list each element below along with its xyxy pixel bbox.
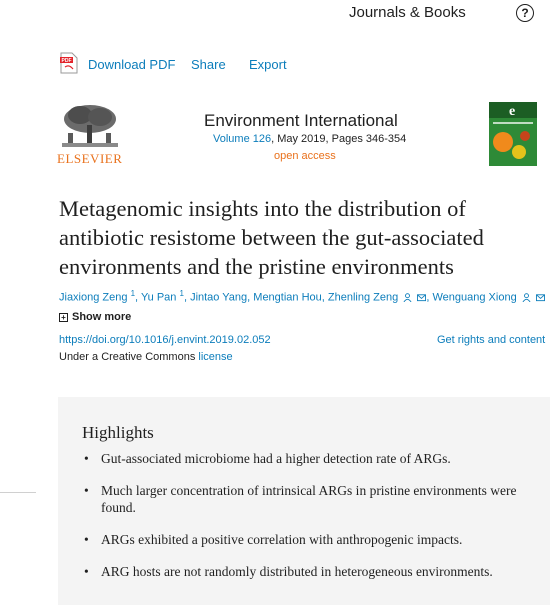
journal-title-link[interactable]: Environment International	[204, 111, 398, 130]
author-link[interactable]: Wenguang Xiong	[432, 291, 517, 304]
bullet: •	[84, 564, 89, 579]
highlight-text: ARG hosts are not randomly distributed in heterogeneous environments.	[101, 564, 493, 579]
highlight-item	[84, 450, 524, 467]
elsevier-wordmark: ELSEVIER	[57, 151, 123, 166]
highlight-text: ARGs exhibited a positive correlation with anthropogenic impacts.	[101, 532, 463, 547]
highlights-heading: Highlights	[82, 423, 154, 442]
show-more-button[interactable]	[59, 311, 131, 323]
person-icon[interactable]	[403, 293, 412, 302]
plus-square-icon: +	[59, 313, 68, 322]
highlight-text: Much larger concentration of intrinsical ARGs in pristine environments were found.	[101, 483, 517, 515]
highlight-item	[84, 482, 524, 516]
open-access-label: open access	[274, 150, 336, 162]
email-icon[interactable]	[417, 293, 426, 302]
download-pdf-button[interactable]: Download PDF	[88, 57, 176, 72]
highlight-text: Gut-associated microbiome had a higher detection rate of ARGs.	[101, 451, 451, 466]
person-icon[interactable]	[522, 293, 531, 302]
author-link[interactable]: Zhenling Zeng	[327, 291, 399, 304]
author-link[interactable]: Mengtian Hou	[253, 291, 322, 304]
journal-cover-thumbnail[interactable]	[489, 102, 537, 166]
export-button[interactable]: Export	[249, 57, 287, 72]
help-icon[interactable]: ?	[516, 4, 534, 22]
author-link[interactable]: Jiaxiong Zeng	[59, 291, 128, 304]
journals-books-link[interactable]: Journals & Books	[349, 4, 466, 21]
cover-art	[489, 102, 537, 166]
bullet: •	[84, 451, 89, 466]
license-prefix: Under a Creative Commons	[59, 351, 199, 363]
license-link[interactable]: license	[198, 351, 233, 363]
author-link[interactable]: Jintao Yang	[190, 291, 248, 304]
get-rights-link[interactable]: Get rights and content	[437, 334, 546, 346]
article-title: Metagenomic insights into the distribution of antibiotic resistome between the gut-associated environments and the pristine environments	[59, 196, 484, 279]
author-affiliation-sup[interactable]: 1	[130, 289, 136, 298]
highlight-item	[84, 531, 524, 548]
share-button[interactable]: Share	[191, 57, 226, 72]
doi-link[interactable]: https://doi.org/10.1016/j.envint.2019.02.052	[59, 334, 271, 346]
highlight-item	[84, 563, 524, 580]
bullet: •	[84, 483, 89, 498]
author-list: Jiaxiong Zeng $^1$, Yu Pan $^1$, Jintao Yang, Mengtian Hou, Zhenling Zeng , Wenguang Xiong	[59, 289, 539, 304]
svg-text:e: e	[509, 104, 516, 119]
email-icon[interactable]	[536, 293, 545, 302]
show-more-label: Show more	[72, 311, 132, 323]
pdf-file-icon[interactable]	[60, 52, 78, 74]
volume-link[interactable]: Volume 126	[213, 133, 272, 145]
volume-date-pages: , May 2019, Pages 346-354	[271, 133, 407, 145]
volume-info	[213, 133, 406, 145]
license-line	[59, 351, 233, 363]
sidebar-divider	[0, 492, 36, 493]
author-link[interactable]: Yu Pan	[140, 291, 177, 304]
svg-text:PDF: PDF	[61, 58, 72, 64]
author-affiliation-sup[interactable]: 1	[179, 289, 184, 298]
bullet: •	[84, 532, 89, 547]
